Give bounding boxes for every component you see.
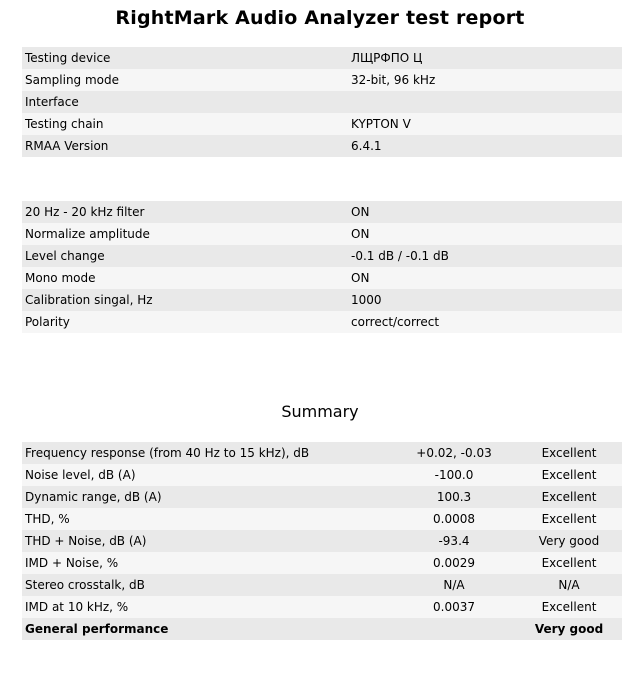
summary-row-noise-level bbox=[22, 464, 622, 486]
setting-row-polarity bbox=[22, 311, 622, 333]
test-settings-table bbox=[22, 201, 622, 333]
summary-row-thd bbox=[22, 508, 622, 530]
summary-rating: Excellent bbox=[516, 552, 622, 574]
summary-rating: Excellent bbox=[516, 464, 622, 486]
summary-value: -93.4 bbox=[392, 530, 516, 552]
general-performance-rating: Very good bbox=[516, 618, 622, 640]
setting-value: ON bbox=[348, 201, 622, 223]
info-label: Testing chain bbox=[22, 113, 348, 135]
summary-row-frequency-response bbox=[22, 442, 622, 464]
summary-value: +0.02, -0.03 bbox=[392, 442, 516, 464]
setting-value: -0.1 dB / -0.1 dB bbox=[348, 245, 622, 267]
summary-value: 0.0029 bbox=[392, 552, 516, 574]
setting-row-level-change bbox=[22, 245, 622, 267]
setting-label: Calibration singal, Hz bbox=[22, 289, 348, 311]
info-value: ЛЩРФПО Ц bbox=[348, 47, 622, 69]
summary-rating: Very good bbox=[516, 530, 622, 552]
summary-row-dynamic-range bbox=[22, 486, 622, 508]
info-row-sampling-mode bbox=[22, 69, 622, 91]
summary-row-imd-noise bbox=[22, 552, 622, 574]
summary-label: IMD + Noise, % bbox=[22, 552, 392, 574]
setting-value: correct/correct bbox=[348, 311, 622, 333]
setting-label: Polarity bbox=[22, 311, 348, 333]
summary-value: -100.0 bbox=[392, 464, 516, 486]
setting-label: Normalize amplitude bbox=[22, 223, 348, 245]
setting-row-normalize bbox=[22, 223, 622, 245]
summary-label: IMD at 10 kHz, % bbox=[22, 596, 392, 618]
info-label: Sampling mode bbox=[22, 69, 348, 91]
summary-row-stereo-crosstalk bbox=[22, 574, 622, 596]
setting-value: 1000 bbox=[348, 289, 622, 311]
summary-table bbox=[22, 442, 622, 640]
info-row-testing-device bbox=[22, 47, 622, 69]
summary-value: 100.3 bbox=[392, 486, 516, 508]
info-label: RMAA Version bbox=[22, 135, 348, 157]
info-value: KYPTON V bbox=[348, 113, 622, 135]
info-label: Interface bbox=[22, 91, 348, 113]
setting-row-mono-mode bbox=[22, 267, 622, 289]
summary-heading: Summary bbox=[281, 402, 359, 421]
general-performance-value bbox=[392, 618, 516, 640]
general-performance-label: General performance bbox=[22, 618, 392, 640]
summary-label: Stereo crosstalk, dB bbox=[22, 574, 392, 596]
setting-value: ON bbox=[348, 267, 622, 289]
summary-value: 0.0008 bbox=[392, 508, 516, 530]
setting-row-calibration bbox=[22, 289, 622, 311]
summary-rating: Excellent bbox=[516, 596, 622, 618]
info-value: 32-bit, 96 kHz bbox=[348, 69, 622, 91]
setting-value: ON bbox=[348, 223, 622, 245]
summary-rating: Excellent bbox=[516, 508, 622, 530]
summary-label: Noise level, dB (A) bbox=[22, 464, 392, 486]
setting-label: Mono mode bbox=[22, 267, 348, 289]
summary-rating: Excellent bbox=[516, 486, 622, 508]
summary-label: Frequency response (from 40 Hz to 15 kHz), dB bbox=[22, 442, 392, 464]
summary-value: N/A bbox=[392, 574, 516, 596]
summary-rating: Excellent bbox=[516, 442, 622, 464]
summary-label: THD + Noise, dB (A) bbox=[22, 530, 392, 552]
report-title: RightMark Audio Analyzer test report bbox=[115, 7, 525, 29]
summary-rating: N/A bbox=[516, 574, 622, 596]
setting-row-filter bbox=[22, 201, 622, 223]
setting-label: 20 Hz - 20 kHz filter bbox=[22, 201, 348, 223]
info-row-testing-chain bbox=[22, 113, 622, 135]
summary-row-thd-noise bbox=[22, 530, 622, 552]
info-row-interface bbox=[22, 91, 622, 113]
setting-label: Level change bbox=[22, 245, 348, 267]
device-info-table bbox=[22, 47, 622, 157]
summary-label: THD, % bbox=[22, 508, 392, 530]
summary-row-general-performance bbox=[22, 618, 622, 640]
info-value: 6.4.1 bbox=[348, 135, 622, 157]
info-label: Testing device bbox=[22, 47, 348, 69]
info-row-rmaa-version bbox=[22, 135, 622, 157]
info-value bbox=[348, 91, 622, 113]
summary-row-imd-10khz bbox=[22, 596, 622, 618]
summary-value: 0.0037 bbox=[392, 596, 516, 618]
summary-label: Dynamic range, dB (A) bbox=[22, 486, 392, 508]
